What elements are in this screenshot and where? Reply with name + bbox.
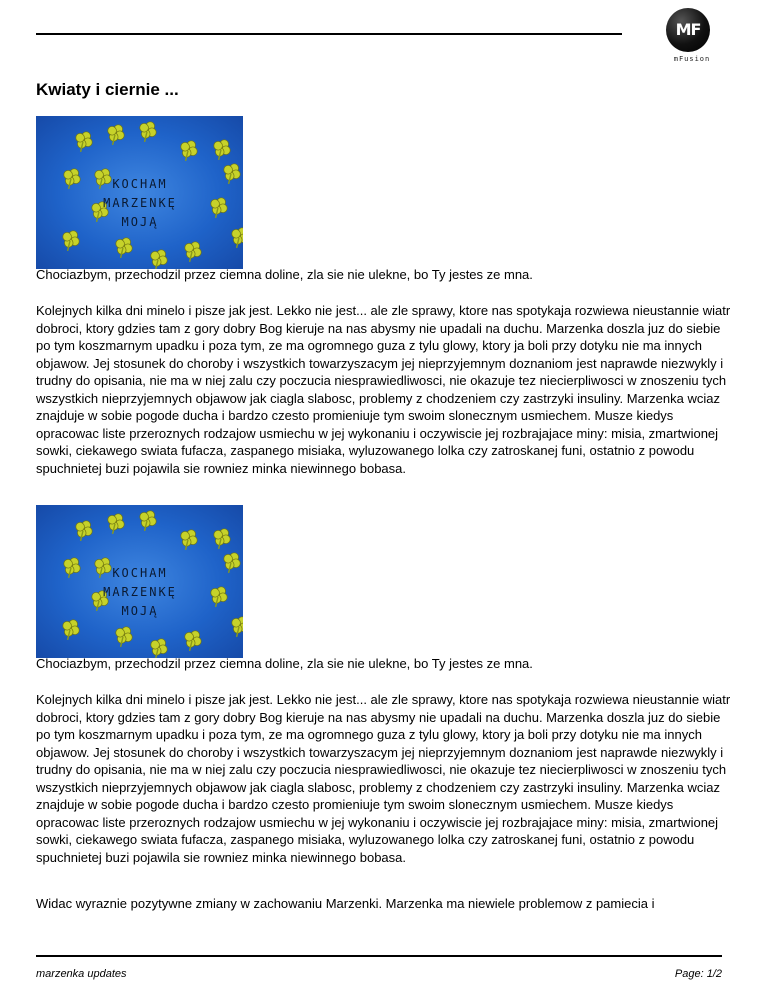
- mfusion-logo: [662, 8, 722, 64]
- image-text-line-3: MOJĄ: [121, 215, 159, 229]
- footer-title: marzenka updates: [36, 968, 127, 980]
- logo-mark: MF: [675, 20, 701, 39]
- clover-heart-image-1: [36, 116, 243, 269]
- clover-icon: [70, 128, 96, 155]
- clover-icon: [218, 160, 243, 187]
- clover-icon: [175, 526, 201, 553]
- clover-icon: [208, 525, 234, 552]
- clover-icon: [57, 227, 83, 254]
- image-caption-2: Chociazbym, przechodzil przez ciemna doline, zla sie nie ulekne, bo Ty jestes ze mna.: [36, 656, 533, 671]
- clover-heart-graphic: [36, 116, 243, 269]
- clover-icon: [134, 507, 160, 534]
- image-text-line-1: KOCHAM: [112, 566, 168, 580]
- footer-rule: [36, 955, 722, 957]
- body-paragraph-2: [36, 691, 736, 866]
- clover-icon: [89, 554, 115, 581]
- body-text-1: Kolejnych kilka dni minelo i pisze jak jest. Lekko nie jest... ale zle sprawy, ktore nas spotykaja rozwiewa nieustannie wiatr dobroci, ktory gdzies tam z gory dobry Bog kieruje na nas abysmy nie upadali na duchu. Marzenka doszla juz do siebie po tym koszmarnym upadku i poza tym, ze ma ogromnego guza z tylu glowy, ktory ja boli przy dotyku nie ma innych objawow. Jej stosunek do choroby i wszystkich towarzyszacym jej nieprzyjemnym doznaniom jest naprawde niezwykly i trudny do opisania, nie ma w niej zalu czy poczucia niesprawiedliwosci, nie okazuje tez niecierpliwosci w znoszeniu tych wszystkich nieprzyjemnych objawow jak ciagla slabosc, problemy z chodzeniem czy zastrzyki insuliny. Marzenka wciaz znajduje w sobie pogode ducha i bardzo czesto promieniuje tym swoim slonecznym usmiechem. Musze kiedys opracowac liste przeroznych rodzajow usmiechu w jej wykonaniu i oczywiscie jej rozbrajajace miny: misia, zmartwionej sowki, ciekawego swiata fufacza, zaspanego misiaka, wyluzowanego lolka czy zatroskanej funi, ostatnio z powodu spuchnietej buzi pojawila sie rowniez minka niewinnego bobasa.: [36, 303, 731, 476]
- clover-icon: [226, 613, 243, 640]
- image-text-line-3: MOJĄ: [121, 604, 159, 618]
- clover-icon: [102, 510, 128, 537]
- clover-heart-image-2: [36, 505, 243, 658]
- clover-icon: [179, 238, 205, 265]
- clover-icon: [134, 118, 160, 145]
- page-number: Page: 1/2: [674, 968, 722, 980]
- clover-icon: [102, 121, 128, 148]
- logo-text: mFusion: [673, 55, 711, 63]
- clover-icon: [58, 554, 84, 581]
- article-title: Kwiaty i ciernie ...: [36, 80, 179, 99]
- clover-icon: [110, 623, 136, 650]
- clover-icon: [57, 616, 83, 643]
- clover-icon: [226, 224, 243, 251]
- body-text-2: Kolejnych kilka dni minelo i pisze jak jest. Lekko nie jest... ale zle sprawy, ktore nas spotykaja rozwiewa nieustannie wiatr dobroci, ktory gdzies tam z gory dobry Bog kieruje na nas abysmy nie upadali na duchu. Marzenka doszla juz do siebie po tym koszmarnym upadku i poza tym, ze ma ogromnego guza z tylu glowy, ktory ja boli przy dotyku nie ma innych objawow. Jej stosunek do choroby i wszystkich towarzyszacym jej nieprzyjemnym doznaniom jest naprawde niezwykly i trudny do opisania, nie ma w niej zalu czy poczucia niesprawiedliwosci, nie okazuje tez niecierpliwosci w znoszeniu tych wszystkich nieprzyjemnych objawow jak ciagla slabosc, problemy z chodzeniem czy zastrzyki insuliny. Marzenka wciaz znajduje w sobie pogode ducha i bardzo czesto promieniuje tym swoim slonecznym usmiechem. Musze kiedys opracowac liste przeroznych rodzajow usmiechu w jej wykonaniu i oczywiscie jej rozbrajajace miny: misia, zmartwionej sowki, ciekawego swiata fufacza, zaspanego misiaka, wyluzowanego lolka czy zatroskanej funi, ostatnio z powodu spuchnietej buzi pojawila sie rowniez minka niewinnego bobasa.: [36, 692, 731, 865]
- clover-icon: [179, 627, 205, 654]
- clover-icon: [70, 517, 96, 544]
- image-text-line-2: MARZENKĘ: [103, 585, 177, 599]
- clover-icon: [218, 549, 243, 576]
- clover-icon: [110, 234, 136, 261]
- clover-icon: [208, 136, 234, 163]
- closing-line: Widac wyraznie pozytywne zmiany w zachowaniu Marzenki. Marzenka ma niewiele problemow z pamiecia i: [36, 896, 655, 911]
- image-text-line-1: KOCHAM: [112, 177, 168, 191]
- clover-icon: [175, 137, 201, 164]
- clover-icon: [145, 246, 171, 269]
- clover-icon: [205, 194, 231, 221]
- clover-heart-graphic: [36, 505, 243, 658]
- clover-icon: [145, 635, 171, 658]
- clover-icon: [58, 165, 84, 192]
- clover-icon: [89, 165, 115, 192]
- image-text-line-2: MARZENKĘ: [103, 196, 177, 210]
- header-rule: [36, 33, 622, 35]
- body-paragraph-1: [36, 302, 736, 477]
- image-caption-1: Chociazbym, przechodzil przez ciemna doline, zla sie nie ulekne, bo Ty jestes ze mna.: [36, 267, 533, 282]
- clover-icon: [205, 583, 231, 610]
